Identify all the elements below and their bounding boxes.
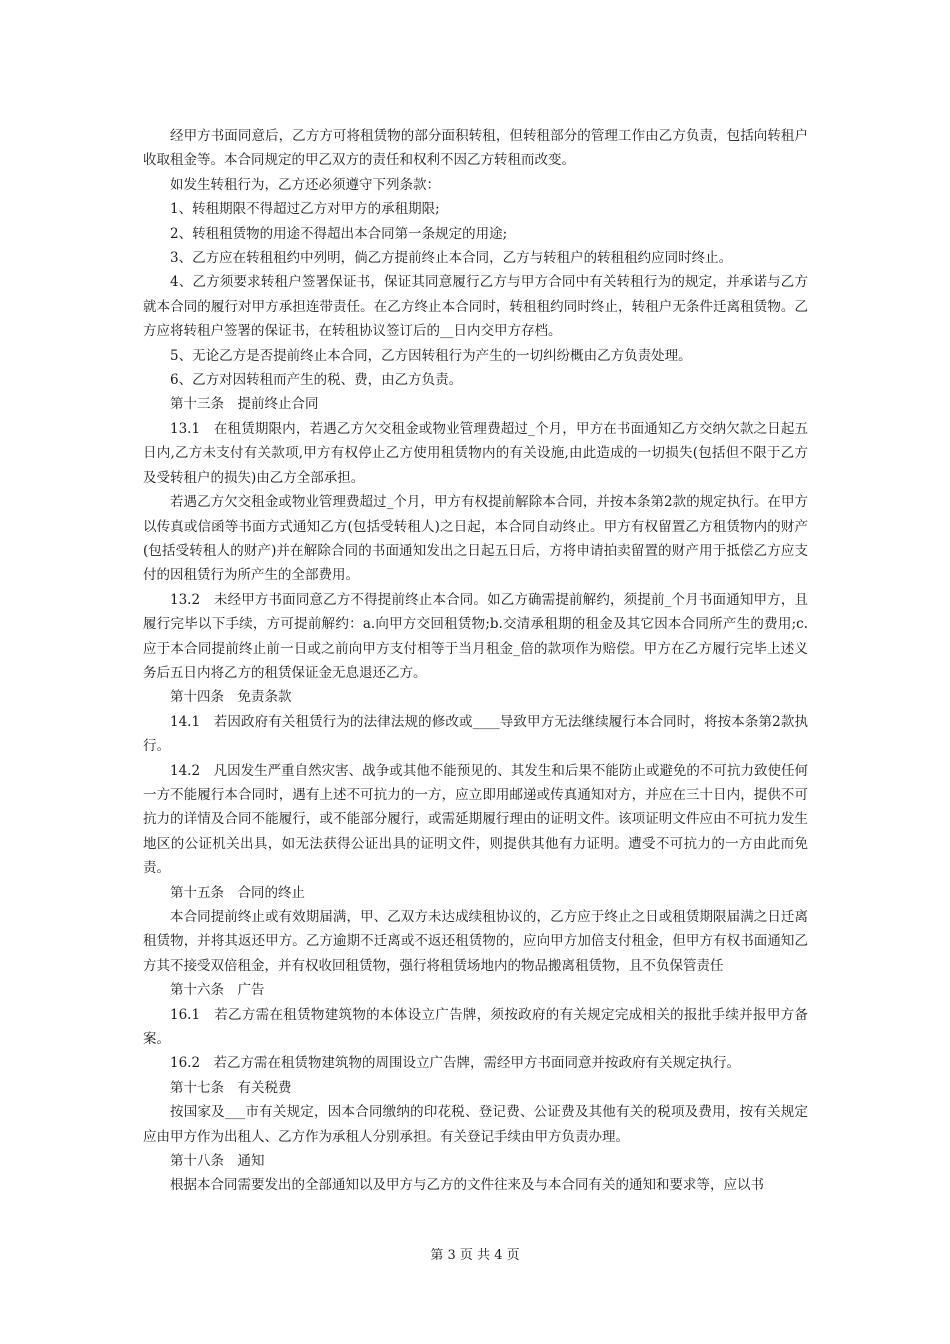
paragraph: 根据本合同需要发出的全部通知以及甲方与乙方的文件往来及与本合同有关的通知和要求等，应以书 bbox=[170, 1177, 764, 1194]
section-heading: 第十七条 有关税费 bbox=[170, 1079, 292, 1096]
paragraph: 经甲方书面同意后，乙方方可将租赁物的部分面积转租，但转租部分的管理工作由乙方负责，包括向转租户收取租金等。本合同规定的甲乙双方的责任和权利不因乙方转租而改变。 bbox=[143, 128, 808, 169]
section-heading: 第十五条 合同的终止 bbox=[170, 884, 305, 901]
clause: 14.2 凡因发生严重自然灾害、战争或其他不能预见的、其发生和后果不能防止或避免的不可抗力致使任何一方不能履行本合同时，遇有上述不可抗力的一方，应立即用邮递或传真通知对方，并应在三十日内，提供不可抗力的详情及合同不能履行，或不能部分履行，或需延期履行理由的证明文件。该项证明文件应由不可抗力发生地区的公证机关出具，如无法获得公证出具的证明文件，则提供其他有力证明。遭受不可抗力的一方由此而免责。 bbox=[143, 762, 808, 877]
page-number: 第 3 页 共 4 页 bbox=[430, 1248, 520, 1263]
clause: 13.1 在租赁期限内，若遇乙方欠交租金或物业管理费超过_个月，甲方在书面通知乙方交纳欠款之日起五日内,乙方未支付有关款项,甲方有权停止乙方使用租赁物内的有关设施,由此造成的一切损失(包括但不限于乙方及受转租户的损失)由乙方全部承担。 bbox=[143, 420, 808, 486]
section-heading: 第十三条 提前终止合同 bbox=[170, 396, 319, 413]
list-item: 3、乙方应在转租租约中列明，倘乙方提前终止本合同，乙方与转租户的转租租约应同时终止。 bbox=[170, 250, 733, 267]
paragraph: 如发生转租行为，乙方还必须遵守下列条款： bbox=[170, 176, 440, 193]
paragraph: 本合同提前终止或有效期届满，甲、乙双方未达成续租协议的，乙方应于终止之日或租赁期限届满之日迁离租赁物，并将其返还甲方。乙方逾期不迁离或不返还租赁物的，应向甲方加倍支付租金，但甲方有权书面通知乙方其不接受双倍租金，并有权收回租赁物，强行将租赁场地内的物品搬离租赁物，且不负保管责任 bbox=[143, 909, 808, 974]
clause: 16.1 若乙方需在租赁物建筑物的本体设立广告牌，须按政府的有关规定完成相关的报批手续并报甲方备案。 bbox=[143, 1006, 808, 1048]
list-item: 5、无论乙方是否提前终止本合同，乙方因转租行为产生的一切纠纷概由乙方负责处理。 bbox=[170, 347, 692, 364]
paragraph: 若遇乙方欠交租金或物业管理费超过_个月，甲方有权提前解除本合同，并按本条第2款的规定执行。在甲方以传真或信函等书面方式通知乙方(包括受转租人)之日起，本合同自动终止。甲方有权留置乙方租赁物内的财产(包括受转租人的财产)并在解除合同的书面通知发出之日起五日后，方将申请拍卖留置的财产用于抵偿乙方应支付的因租赁行为所产生的全部费用。 bbox=[143, 494, 808, 584]
clause: 13.2 未经甲方书面同意乙方不得提前终止本合同。如乙方确需提前解约，须提前_个月书面通知甲方，且履行完毕以下手续，方可提前解约：a.向甲方交回租赁物;b.交清承租期的租金及其它因本合同所产生的费用;c.应于本合同提前终止前一日或之前向甲方支付相等于当月租金_倍的款项作为赔偿。甲方在乙方履行完毕上述义务后五日内将乙方的租赁保证金无息退还乙方。 bbox=[143, 591, 808, 681]
section-heading: 第十八条 通知 bbox=[170, 1153, 265, 1170]
section-heading: 第十四条 免责条款 bbox=[170, 689, 292, 706]
list-item: 6、乙方对因转租而产生的税、费，由乙方负责。 bbox=[170, 372, 463, 389]
list-item: 1、转租期限不得超过乙方对甲方的承租期限; bbox=[170, 201, 440, 218]
clause: 16.2 若乙方需在租赁物建筑物的周围设立广告牌，需经甲方书面同意并按政府有关规定执行。 bbox=[170, 1055, 741, 1072]
paragraph: 按国家及___市有关规定，因本合同缴纳的印花税、登记费、公证费及其他有关的税项及费用，按有关规定应由甲方作为出租人、乙方作为承租人分别承担。有关登记手续由甲方负责办理。 bbox=[143, 1104, 808, 1145]
clause: 14.1 若因政府有关租赁行为的法律法规的修改或____导致甲方无法继续履行本合同时，将按本条第2款执行。 bbox=[143, 713, 808, 755]
section-heading: 第十六条 广告 bbox=[170, 982, 265, 999]
document-body bbox=[143, 124, 808, 1198]
list-item: 4、乙方须要求转租户签署保证书，保证其同意履行乙方与甲方合同中有关转租行为的规定，并承诺与乙方就本合同的履行对甲方承担连带责任。在乙方终止本合同时，转租租约同时终止，转租户无条件迁离租赁物。乙方应将转租户签署的保证书，在转租协议签订后的__日内交甲方存档。 bbox=[143, 274, 808, 340]
list-item: 2、转租租赁物的用途不得超出本合同第一条规定的用途; bbox=[170, 225, 508, 242]
